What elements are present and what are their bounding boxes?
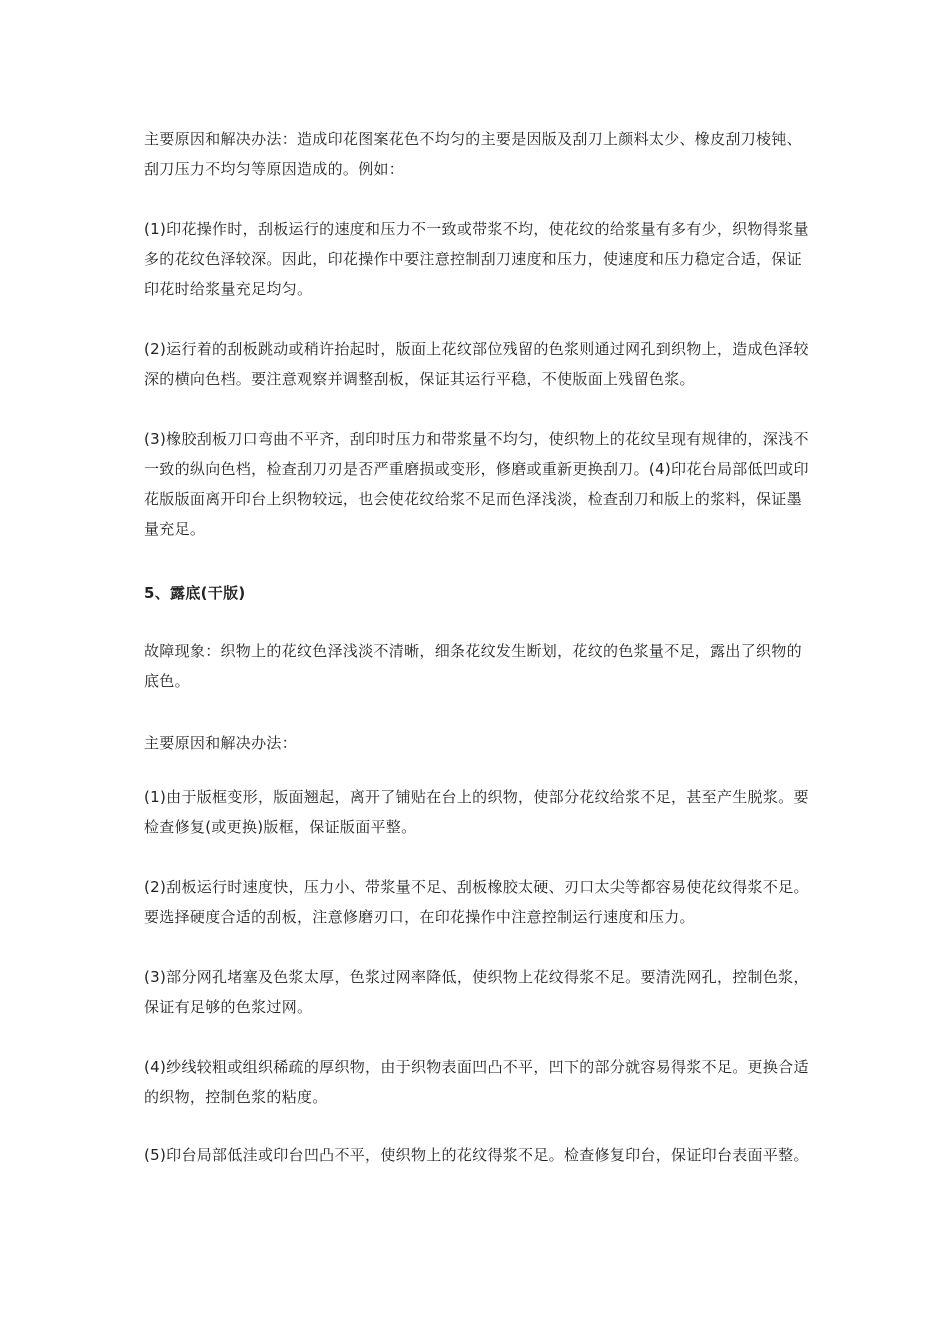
paragraph-item-3-4: (3)橡胶刮板刀口弯曲不平齐，刮印时压力和带浆量不均匀，使织物上的花纹呈现有规律的，深浅不一致的纵向色档，检查刮刀刃是否严重磨损或变形，修磨或重新更换刮刀。(4)印花台局部低凹或印花版版面离开印台上织物较远，也会使花纹给浆不足而色泽浅淡，检查刮刀和版上的浆料，保证墨量充足。 [144, 430, 809, 538]
paragraph-item-2: (2)运行着的刮板跳动或稍许抬起时，版面上花纹部位残留的色浆则通过网孔到织物上，造成色泽较深的横向色档。要注意观察并调整刮板，保证其运行平稳，不使版面上残留色浆。 [144, 340, 809, 388]
paragraph-causes-intro: 主要原因和解决办法：造成印花图案花色不均匀的主要是因版及刮刀上颜料太少、橡皮刮刀棱钝、刮刀压力不均匀等原因造成的。例如： [144, 130, 802, 178]
paragraph-solution-2: (2)刮板运行时速度快，压力小、带浆量不足、刮板橡胶太硬、刃口太尖等都容易使花纹得浆不足。要选择硬度合适的刮板，注意修磨刃口，在印花操作中注意控制运行速度和压力。 [144, 878, 809, 926]
section-heading-5: 5、露底(干版) [144, 584, 246, 602]
paragraph-fault-phenomenon: 故障现象：织物上的花纹色泽浅淡不清晰，细条花纹发生断划，花纹的色浆量不足，露出了织物的底色。 [144, 642, 802, 690]
paragraph-causes-label: 主要原因和解决办法： [144, 734, 298, 752]
paragraph-solution-3: (3)部分网孔堵塞及色浆太厚，色浆过网率降低，使织物上花纹得浆不足。要清洗网孔，控制色浆，保证有足够的色浆过网。 [144, 968, 809, 1016]
paragraph-solution-4: (4)纱线较粗或组织稀疏的厚织物，由于织物表面凹凸不平，凹下的部分就容易得浆不足。更换合适的织物，控制色浆的粘度。 [144, 1058, 809, 1106]
paragraph-item-1: (1)印花操作时，刮板运行的速度和压力不一致或带浆不均，使花纹的给浆量有多有少，织物得浆量多的花纹色泽较深。因此，印花操作中要注意控制刮刀速度和压力，使速度和压力稳定合适，保证印花时给浆量充足均匀。 [144, 220, 809, 298]
paragraph-solution-5: (5)印台局部低洼或印台凹凸不平，使织物上的花纹得浆不足。检查修复印台，保证印台表面平整。 [144, 1146, 809, 1164]
paragraph-solution-1: (1)由于版框变形，版面翘起，离开了铺贴在台上的织物，使部分花纹给浆不足，甚至产生脱浆。要检查修复(或更换)版框，保证版面平整。 [144, 788, 809, 836]
